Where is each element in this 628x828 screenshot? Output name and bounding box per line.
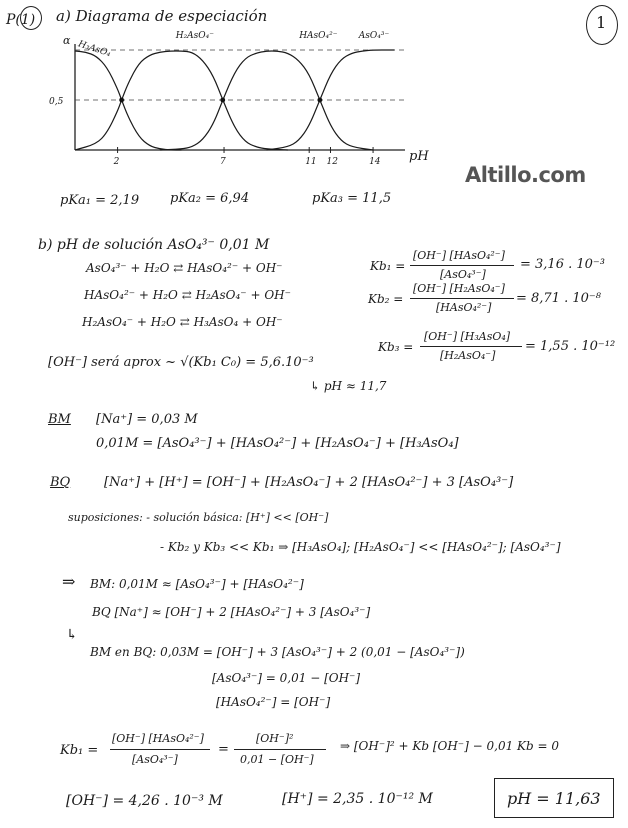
pka1: pKa₁ = 2,19	[60, 193, 140, 208]
bq-simplified: BQ [Na⁺] ≈ [OH⁻] + 2 [HAsO₄²⁻] + 3 [AsO₄³⁻]	[92, 605, 371, 619]
reaction-1: AsO₄³⁻ + H₂O ⇄ HAsO₄²⁻ + OH⁻	[86, 261, 283, 275]
kb1-den: [AsO₄³⁻]	[440, 268, 486, 281]
oh-approx: [OH⁻] será aprox ~ √(Kb₁ C₀) = 5,6.10⁻³	[48, 355, 314, 370]
kb3-den: [H₂AsO₄⁻]	[440, 349, 496, 362]
quadratic: ⇒ [OH⁻]² + Kb [OH⁻] − 0,01 Kb = 0	[340, 739, 560, 753]
bm-sodium: [Na⁺] = 0,03 M	[96, 412, 198, 427]
problem-label: P(1)	[6, 12, 36, 28]
kb3-num: [OH⁻] [H₃AsO₄]	[424, 330, 511, 343]
series-line-1	[75, 51, 288, 150]
assumption-2: - Kb₂ y Kb₃ << Kb₁ ⇒ [H₃AsO₄]; [H₂AsO₄⁻] << [HAsO₄²⁻]; [AsO₄³⁻]	[160, 540, 561, 554]
chart-axes	[75, 44, 405, 153]
series-label-1: H₂AsO₄⁻	[175, 31, 215, 41]
bm-label: BM	[48, 412, 71, 427]
section-a-title: a) Diagrama de especiación	[56, 7, 268, 25]
final-kb-den1: [AsO₄³⁻]	[132, 753, 178, 766]
ph-approx: ↳ pH ≈ 11,7	[310, 379, 387, 393]
crossing-point-2	[317, 98, 322, 103]
crossing-point-0	[119, 98, 124, 103]
kb1-label: Kb₁ =	[370, 259, 406, 273]
arsenate-result: [AsO₄³⁻] = 0,01 − [OH⁻]	[212, 671, 361, 685]
kb1-value: = 3,16 . 10⁻³	[520, 257, 605, 272]
series-line-2	[160, 51, 373, 150]
page-number: 1	[596, 13, 607, 32]
y-tick-label: 0,5	[49, 97, 64, 107]
kb3-value: = 1,55 . 10⁻¹²	[525, 339, 616, 354]
final-kb-den2: 0,01 − [OH⁻]	[240, 753, 314, 766]
h-result: [H⁺] = 2,35 . 10⁻¹² M	[282, 791, 433, 807]
x-axis-label: pH	[409, 149, 429, 164]
ph-result: pH = 11,63	[507, 789, 601, 808]
kb1-num: [OH⁻] [HAsO₄²⁻]	[413, 249, 505, 262]
kb3-label: Kb₃ =	[378, 340, 414, 354]
kb3-bar	[420, 346, 522, 347]
kb2-label: Kb₂ =	[368, 292, 404, 306]
final-kb-bar2	[234, 749, 326, 750]
substitution: BM en BQ: 0,03M = [OH⁻] + 3 [AsO₄³⁻] + 2 (0,01 − [AsO₄³⁻])	[90, 645, 465, 659]
x-tick-label: 11	[305, 157, 317, 167]
series-label-0: H₃AsO₄	[76, 39, 112, 60]
final-kb-num2: [OH⁻]²	[256, 732, 294, 745]
oh-result: [OH⁻] = 4,26 . 10⁻³ M	[66, 793, 223, 809]
bm-arsenate: 0,01M = [AsO₄³⁻] + [HAsO₄²⁻] + [H₂AsO₄⁻] + [H₃AsO₄]	[96, 436, 459, 451]
reaction-3: H₂AsO₄⁻ + H₂O ⇄ H₃AsO₄ + OH⁻	[82, 315, 283, 329]
bm-simplified: BM: 0,01M ≈ [AsO₄³⁻] + [HAsO₄²⁻]	[90, 577, 304, 591]
kb2-den: [HAsO₄²⁻]	[436, 301, 492, 314]
final-kb-equals: =	[218, 742, 229, 757]
assumption-1: suposiciones: - solución básica: [H⁺] << [OH⁻]	[68, 511, 329, 524]
series-line-0	[75, 51, 182, 150]
implies-arrow: ⇒	[62, 572, 76, 591]
kb2-bar	[410, 298, 514, 299]
pka3: pKa₃ = 11,5	[312, 191, 392, 206]
final-kb-num1: [OH⁻] [HAsO₄²⁻]	[112, 732, 204, 745]
final-kb-bar1	[110, 749, 210, 750]
crossing-point-1	[220, 98, 225, 103]
hydrogenarsenate-result: [HAsO₄²⁻] = [OH⁻]	[216, 695, 331, 709]
x-tick-label: 12	[326, 157, 338, 167]
kb1-bar	[410, 265, 514, 266]
problem-circle	[20, 6, 42, 30]
y-axis-label: α	[63, 34, 71, 47]
sub-arrow: ↳	[66, 627, 78, 643]
final-kb-label: Kb₁ =	[60, 743, 99, 758]
kb2-num: [OH⁻] [H₂AsO₄⁻]	[413, 282, 505, 295]
bq-label: BQ	[50, 475, 71, 490]
reaction-2: HAsO₄²⁻ + H₂O ⇄ H₂AsO₄⁻ + OH⁻	[84, 288, 291, 302]
chart-labels	[49, 31, 429, 167]
x-tick-label: 14	[369, 157, 381, 167]
kb2-value: = 8,71 . 10⁻⁸	[516, 291, 601, 306]
watermark-logo: Altillo.com	[465, 163, 586, 187]
x-tick-label: 2	[113, 157, 120, 167]
pka2: pKa₂ = 6,94	[170, 191, 250, 206]
bq-equation: [Na⁺] + [H⁺] = [OH⁻] + [H₂AsO₄⁻] + 2 [HAsO₄²⁻] + 3 [AsO₄³⁻]	[104, 475, 514, 490]
series-label-3: AsO₄³⁻	[358, 31, 390, 41]
x-tick-label: 7	[220, 157, 226, 167]
section-b-title: b) pH de solución AsO₄³⁻ 0,01 M	[38, 237, 270, 253]
series-label-2: HAsO₄²⁻	[299, 31, 338, 41]
